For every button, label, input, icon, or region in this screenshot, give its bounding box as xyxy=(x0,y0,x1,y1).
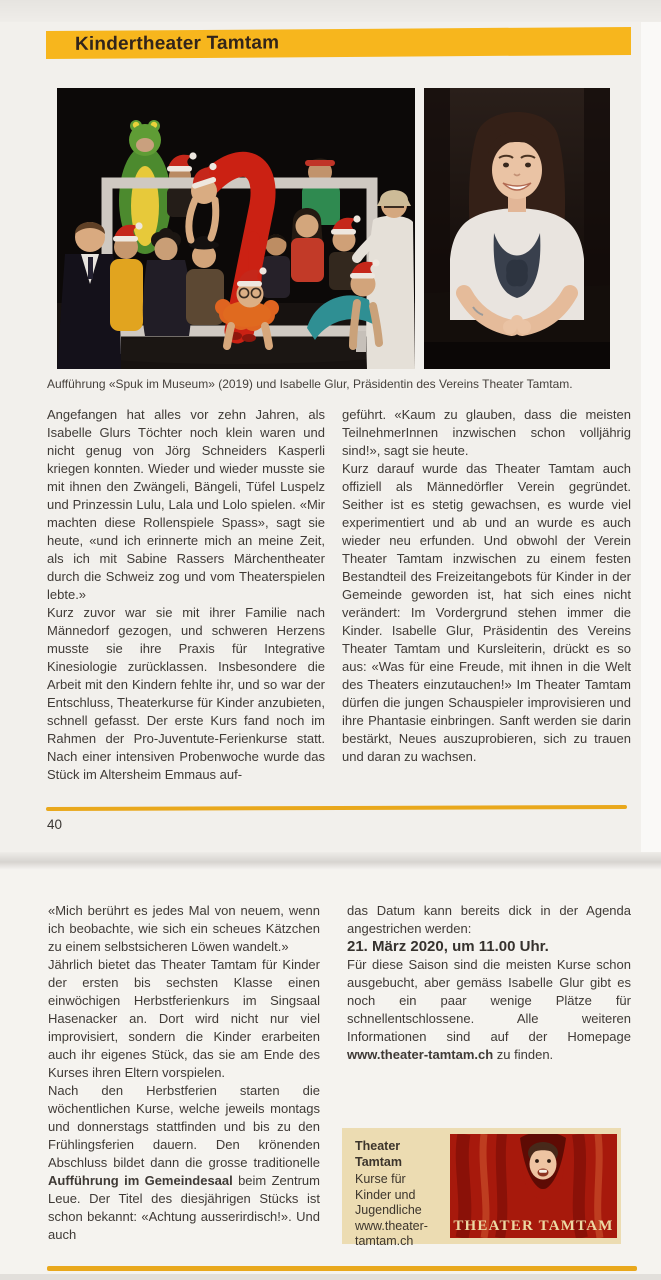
footer-rule-page2 xyxy=(47,1266,637,1271)
paragraph: Jährlich bietet das Theater Tamtam für Kinder der ersten bis sechsten Klasse einen einwöchigen Herbstferienkurs im Singsaal Hasenacker an. Dort wird nicht nur viel improvisiert, sondern die Kinder erarbeiten auch ihr eigenes Stück, das sie am Ende des Kurses ihren Eltern vorspielen. xyxy=(48,957,320,1080)
paragraph: Nach den Herbstferien starten die wöchentlichen Kurse, welche jeweils montags und donnerstags stattfinden und bis zu den Frühlingsferien dauern. Den krönenden Abschluss bildet dann die grosse traditionelle Aufführung im Gemeindesaal beim Zentrum Leue. Der Titel des diesjährigen Stücks ist schon bekannt: «Achtung ausserirdisch!». Und auch xyxy=(48,1083,320,1242)
logo-wordmark: THEATER TAMTAM xyxy=(453,1218,614,1234)
article-column-right-p1 xyxy=(342,406,631,806)
performance-date: 21. März 2020, um 11.00 Uhr. xyxy=(347,938,549,955)
paragraph: Angefangen hat alles vor zehn Jahren, als Isabelle Glurs Töchter noch klein waren und nicht genug von Jörg Schneiders Kasperli kriegen konnten. Wieder und wieder musste sie mit ihnen den Zwängeli, Bängeli, Tüfel Luspelz und Prinzessin Lulu, Lala und Lolo spielen. «Mir machten diese Rollenspiele Spass», sagt sie heute, «und ich erinnerte mich an meine Zeit, als ich mit Sabine Rassers Märchentheater durch die Schweiz zog und vom Theaterspielen lebte.» xyxy=(47,407,325,602)
paper-top-edge xyxy=(0,0,661,22)
section-header-bar xyxy=(46,27,631,59)
infobox-text xyxy=(355,1134,443,1248)
infobox-title: Theater Tamtam xyxy=(355,1139,403,1169)
footer-rule-page1 xyxy=(46,805,627,811)
red-top-girl xyxy=(291,208,324,282)
page-number: 40 xyxy=(47,817,63,832)
paragraph: Kurz darauf wurde das Theater Tamtam auch offiziell als Männedörfler Verein gegründet. Seither ist es stetig gewachsen, es wurde viel experimentiert und ab und an wurde es auch wieder neu erfunden. Und obwohl der Verein Theater Tamtam inzwischen zu einem festen Bestandteil des Freizeitangebots für Kinder in der Gemeinde geworden ist, hat sich eines nicht verändert: Im Vordergrund stehen immer die Kinder. Isabelle Glur, Präsidentin des Vereins Theater Tamtam und Kursleiterin, drückt es so aus: «Was für eine Freude, mit ihnen in die Welt des Theaters einzutauchen!» Im Theater Tamtam dürfen die jungen Schauspieler improvisieren und ihre Phantasie einbringen. Sanft werden sie darin bestärkt, Neues auszuprobieren, sich zu trauen und daran zu wachsen. xyxy=(342,461,631,764)
paper-bottom-edge xyxy=(0,1274,661,1280)
theater-tamtam-logo xyxy=(450,1134,617,1238)
paragraph: «Mich berührt es jedes Mal von neuem, wenn ich beobachte, wie sich ein scheues Kätzchen zu einem selbstsicheren Löwen wandelt.» xyxy=(48,903,320,954)
photo-caption: Aufführung «Spuk im Museum» (2019) und Isabelle Glur, Präsidentin des Vereins Theater Tamtam. xyxy=(47,377,573,391)
infobox-subtitle: Kurse für Kinder und Jugendliche xyxy=(355,1172,422,1217)
performance-photo xyxy=(57,88,415,369)
paper-right-edge xyxy=(641,22,661,865)
theater-tamtam-infobox xyxy=(342,1128,621,1248)
article-column-left-p2 xyxy=(48,902,320,1260)
page-title: Kindertheater Tamtam xyxy=(75,32,280,55)
paragraph: geführt. «Kaum zu glauben, dass die meisten TeilnehmerInnen inzwischen schon volljährig sind!», sagt sie heute. xyxy=(342,407,631,458)
isabelle-glur-photo xyxy=(424,88,610,369)
infobox-url: www.theater-tamtam.ch xyxy=(355,1218,428,1248)
article-column-left-p1 xyxy=(47,406,325,806)
paragraph: Für diese Saison sind die meisten Kurse schon ausgebucht, aber gemäss Isabelle Glur gibt es noch ein paar wenige Plätze für schnellentschlossene. Alle weiteren Informationen sind auf der Homepage www.theater-tamtam.ch zu finden. xyxy=(347,957,631,1062)
paragraph: das Datum kann bereits dick in der Agenda angestrichen werden: xyxy=(347,903,631,936)
page-edge-shadow xyxy=(0,852,661,870)
paragraph: Kurz zuvor war sie mit ihrer Familie nach Männedorf gezogen, und schweren Herzens musste sie ihre Praxis für Integrative Kinesiologie zurücklassen. Insbesondere die Arbeit mit den Kindern fehlte ihr, und so war der Entschluss, Theaterkurse für Kinder anzubieten, schnell gefasst. Der erste Kurs fand noch im Rahmen der Pro-Juventute-Ferienkurse statt. Nach einer intensiven Probenwoche wurde das Stück im Altersheim Emmaus auf- xyxy=(47,605,325,782)
